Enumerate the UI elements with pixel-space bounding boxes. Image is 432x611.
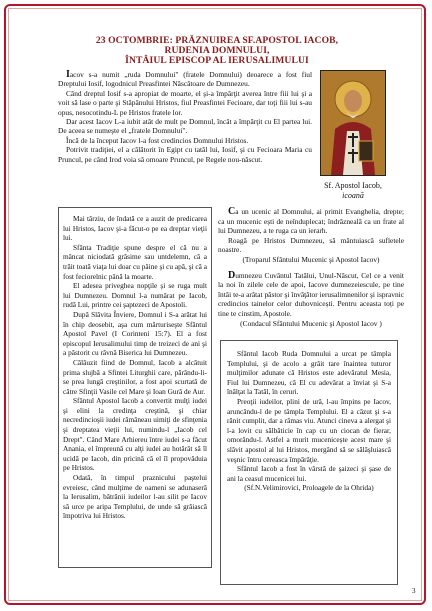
intro-text	[58, 70, 312, 164]
left-paragraph: După Slăvita Înviere, Domnul i S-a arătat lui în chip deosebit, aşa cum mărturiseşte Sfântul Apostol Pavel (I Corinteni 15:7). El a fost episcopul Ierusalimului timp de treizeci de ani şi a păstorit cu râvnă Biserica lui Dumnezeu.	[63, 309, 207, 358]
kontakion-body: umnezeu Cuvântul Tatălui, Unul-Născut, Cel ce a venit la noi în zilele cele de apoi, Iacove dumnezeiescule, pe tine întâi te-a arătat păstor şi învăţător ierusalimnenilor şi ispravnic credincios tainelor celor duhovnicești. Pentru aceasta toți pe tine te cinstim, Apostole.	[218, 270, 404, 318]
dropcap: D	[228, 269, 236, 281]
title-line-3: ÎNTÂIUL EPISCOP AL IERUSALIMULUI	[125, 55, 309, 66]
right-paragraph: Sfântul Iacob a fost în vârstă de şaizeci şi şase de ani la ceasul mucenicei lui.	[227, 464, 391, 483]
left-paragraph: Călăuzit fiind de Domnul, Iacob a alcătuit prima slujbă a Sfintei Liturghii care, părându-li-se prea lungă creştinilor, a fost apoi scurtată de către Sfinţii Vasile cel Mare şi Ioan Gură de Aur.	[63, 357, 207, 396]
page-number: 3	[412, 587, 416, 595]
left-paragraph: Mai târziu, de îndată ce a auzit de predicarea lui Hristos, Iacov şi-a făcut-o pe ea dreptar vieţii lui.	[63, 214, 207, 243]
icon-illustration	[321, 71, 385, 175]
page-title	[28, 36, 406, 66]
title-line-1: 23 OCTOMBRIE: PRĂZNUIREA SF.APOSTOL IACOB,	[95, 35, 339, 46]
title-line-2: RUDENIA DOMNULUI,	[164, 45, 270, 56]
left-paragraph: Sfânta Tradiţie spune despre el că nu a mâncat niciodată grăsime sau untdelemn, că a trăit toată viaţa lui doar cu pâine şi cu apă, şi că a fost feciorelnic până la moarte.	[63, 242, 207, 281]
left-paragraph: Odată, în timpul praznicului paştelui evreiesc, când mulţime de oameni se adunaseră la Ierusalim, bătrânii iudeilor l-au silit pe Iacov să urce pe aripa Templului, de unde să grăiască împotriva lui Hristos.	[63, 473, 207, 521]
dropcap: C	[228, 206, 236, 217]
left-paragraph: El adesea priveghea nopţile şi se ruga mult lui Dumnezeu. Domnul l-a numărat pe Iacob, rudă Lui, printre cei şaptezeci de Apostoli.	[63, 281, 207, 310]
troparion-prayer: Roagă pe Hristos Dumnezeu, să mântuiască sufletele noastre.	[218, 235, 404, 255]
left-paragraph: Sfântul Apostol Iacob a convertit mulţi iudei şi elini la credinţa creştină, şi chiar necredincioşii iudei rămâneau uimiţi de sfinţenia şi dreptatea vieţii lui, numindu-l „Iacob cel Drept". Când Mare Arhiereu între iudei s-a făcut Anania, el împreună cu alţi iudei au hotărât să îl ucidă pe Iacob, din pricină că el îl propovăduia pe Hristos.	[63, 396, 207, 473]
troparion-source: (Troparul Sfântului Mucenic şi Apostol Iacov)	[242, 254, 380, 264]
intro-paragraph-1	[58, 70, 312, 89]
intro-paragraph-2: Când dreptul Iosif s-a apropiat de moarte, el şi-a împărţit averea între fiii lui şi a voit să lase o parte şi Stăpânului Hristos, fiul Preasfintei Fecioare, dar toţi fiii lui s-au opus, nesocotindu-L pe Hristos fratele lor.	[58, 88, 312, 117]
left-column-box	[58, 207, 212, 568]
intro-p1-text: acov s-a numit „ruda Domnului" (fratele Domnului) deoarece a fost fiul Dreptului Iosif, logodnicul Preasfintei Născătoare de Dumnezeu.	[58, 70, 312, 89]
intro-paragraph-5: Potrivit tradiţiei, el a călătorit în Egipt cu tatăl lui, Iosif, şi cu Fecioara Maria cu Pruncul, pe când Irod voia să omoare Pruncul, pe Regele nou-născut.	[58, 145, 312, 164]
right-paragraph: Preoţii iudeilor, plini de ură, l-au împins pe Iacov, aruncându-l de pe tâmpla Templului. El a căzut şi s-a rănit cumplit, dar a rămas viu. Atunci cineva a alergat şi l-a lovit cu sălbăticie în cap cu un ciocan de fierar, omorându-l. Astfel a murit mucenicește acest mare şi slăvit apostol al lui Hristos, mergând să se sălăşluiască veşnic întru cereasca împărăţie.	[227, 396, 391, 464]
kontakion-source: (Condacul Sfântului Mucenic şi Apostol Iacov )	[240, 318, 382, 328]
right-column-box	[220, 340, 398, 585]
intro-paragraph-4: Încă de la început Iacov l-a fost credincios Domnului Hristos.	[66, 135, 249, 145]
icon-caption	[318, 181, 388, 201]
right-paragraph: Sfântul Iacob Ruda Domnului a urcat pe tâmpla Templului, şi de acolo a grăit tare înaintea tuturor mulţimilor adunate că Hristos este adevăratul Mesia, Fiul lui Dumnezeu, că El cu adevărat a înviat şi S-a înălţat la Tatăl, în ceruri.	[227, 349, 391, 397]
troparion-text	[218, 207, 404, 236]
saint-icon-image	[320, 70, 386, 176]
source-citation: (Sf.N.Velimirovici, Proloagele de la Ohrida)	[244, 483, 374, 493]
troparion-body: a un ucenic al Domnului, ai primit Evanghelia, drepte; ca un mucenic ești de neînduplecat; îndrăzneală ca un frate al lui Dumnezeu, a te ruga ca un ierarh.	[218, 207, 404, 236]
dropcap: I	[66, 69, 70, 80]
caption-line-1: Sf. Apostol Iacob,	[324, 181, 382, 190]
kontakion-text	[218, 271, 404, 319]
intro-paragraph-3: Dar acest Iacov L-a iubit atât de mult pe Domnul, încât a împărţit cu El partea lui. De aceea se numeşte el „fratele Domnului".	[58, 117, 312, 136]
caption-line-2: icoană	[342, 191, 364, 200]
hymns-section	[218, 207, 404, 328]
